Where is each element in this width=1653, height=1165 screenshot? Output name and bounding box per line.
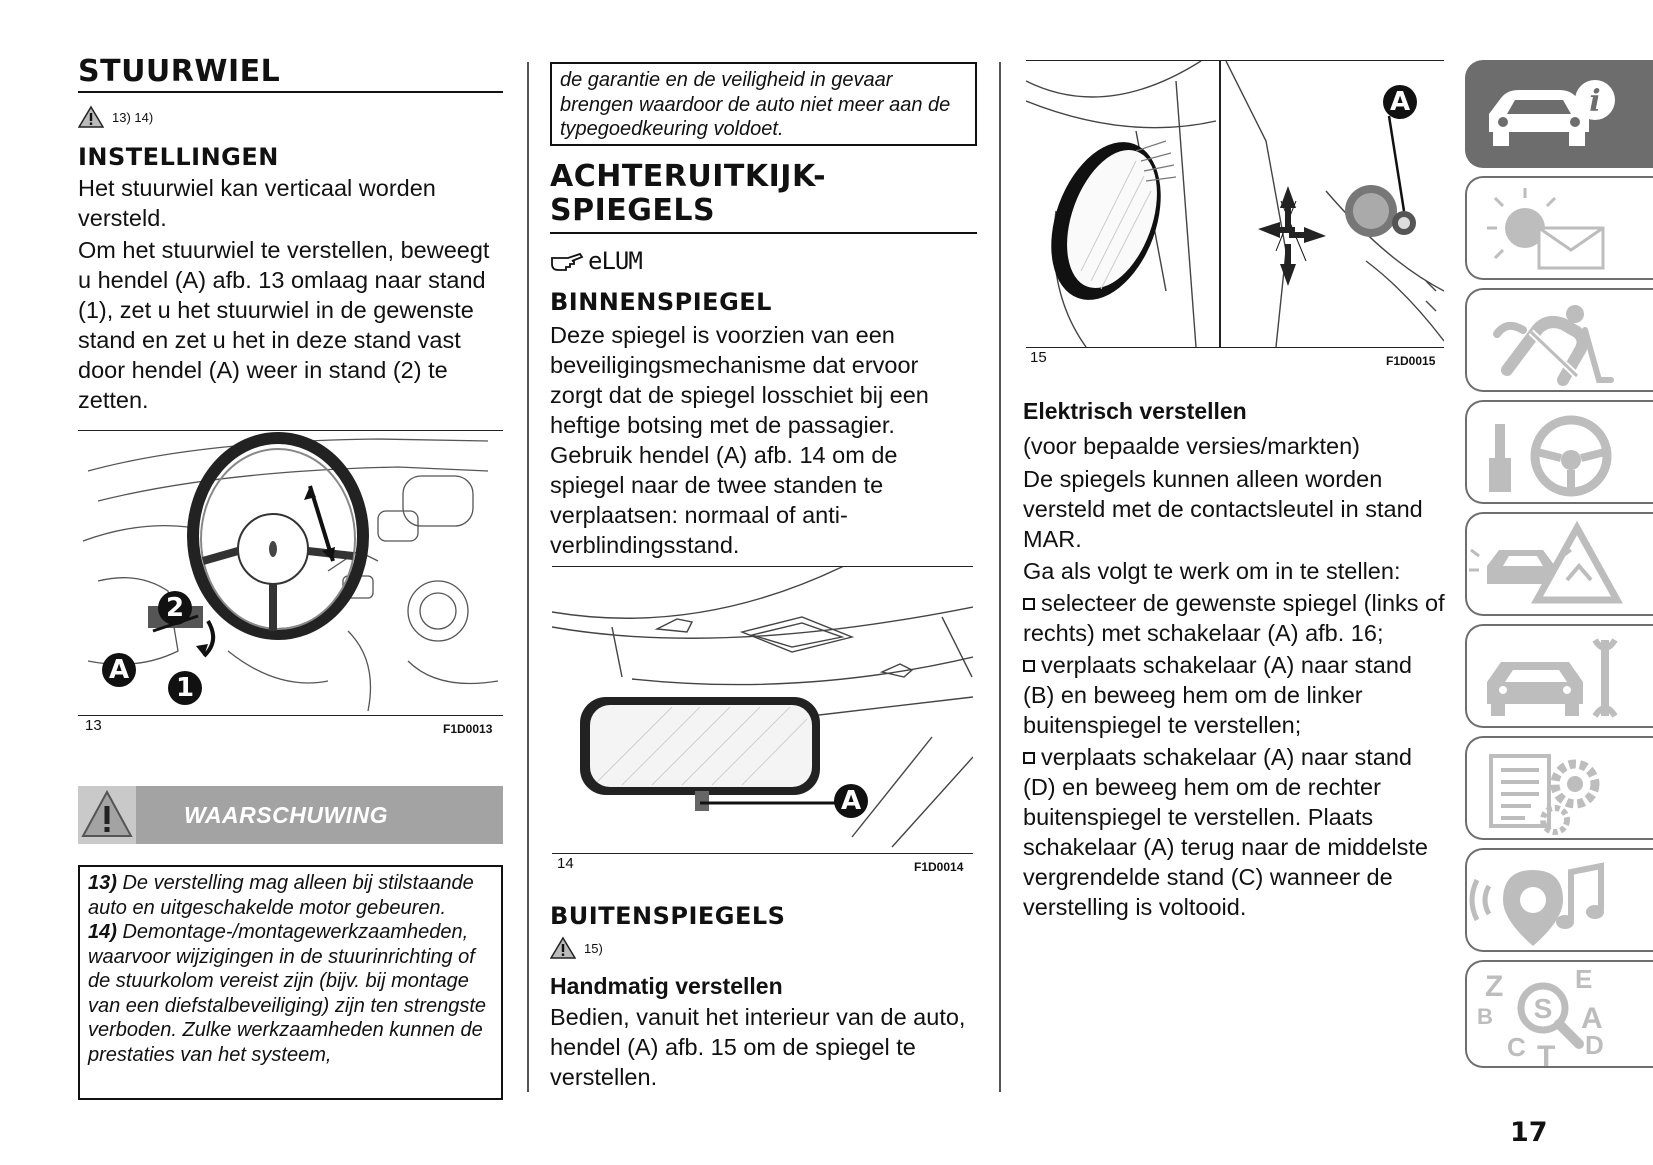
bullet-item-1 bbox=[1023, 588, 1448, 648]
callout-A-figure-15: A bbox=[1383, 85, 1417, 119]
info-letter: i bbox=[1589, 84, 1601, 119]
multimedia-music-icon bbox=[1467, 850, 1653, 954]
warranty-continuation-box: de garantie en de veiligheid in gevaar brengen waardoor de auto niet meer aan de typegoedkeuring voldoet. bbox=[550, 62, 977, 146]
warning-reference-number: 15) bbox=[584, 940, 603, 956]
warning-note-13-number: 13) bbox=[88, 872, 117, 894]
warning-banner bbox=[78, 786, 503, 844]
figure-14-code: F1D0014 bbox=[914, 860, 964, 874]
airbag-seatbelt-icon bbox=[1467, 290, 1653, 394]
callout-1: 1 bbox=[168, 671, 202, 705]
index-letter-e: E bbox=[1575, 964, 1593, 994]
heading-elektrisch-verstellen: Elektrisch verstellen bbox=[1023, 398, 1247, 424]
figure-13-code: F1D0013 bbox=[443, 722, 493, 736]
tab-warning-lights-messages[interactable] bbox=[1465, 176, 1653, 280]
bullet-item-3 bbox=[1023, 742, 1448, 922]
figure-13-number: 13 bbox=[85, 717, 102, 734]
figure-14-number: 14 bbox=[557, 855, 574, 872]
section-title-stuurwiel: STUURWIEL bbox=[78, 55, 503, 93]
warning-notes-box bbox=[78, 865, 503, 1100]
paragraph-binnenspiegel: Deze spiegel is voorzien van een beveiligingsmechanisme dat ervoor zorgt dat de spiegel losschiet bij een heftige botsing met de passagier. Gebruik hendel (A) afb. 14 om de spiegel naar de twee standen te verplaatsen: normaal of anti-verblindingsstand. bbox=[550, 322, 929, 558]
paragraph-procedure: Ga als volgt te werk om in te stellen: bbox=[1023, 558, 1401, 584]
warning-banner-icon-box bbox=[78, 786, 136, 844]
callout-2: 2 bbox=[158, 591, 192, 625]
column-2 bbox=[550, 160, 977, 560]
figure-15-number: 15 bbox=[1030, 349, 1047, 366]
door-mirror-illustration bbox=[1026, 61, 1444, 347]
section-title-line-2: SPIEGELS bbox=[550, 193, 716, 228]
bullet-item-2-text: verplaats schakelaar (A) naar stand (B) en beweeg hem om de linker buitenspiegel te verstellen; bbox=[1023, 652, 1412, 738]
warning-note-14-text: Demontage-/montagewerkzaamheden, waarvoor wijzigingen in de stuurinrichting of de stuurkolom vereist zijn (bijv. bij montage van een diefstalbeveiliging) zijn ten strengste verboden. Zulke werkzaamheden kunnen de prestaties van het systeem, bbox=[88, 921, 487, 1066]
figure-13-steering-wheel bbox=[78, 430, 503, 716]
emergency-triangle-car-icon bbox=[1467, 514, 1653, 618]
alphabetical-index-icon bbox=[1467, 962, 1653, 1070]
elum-label: eLUM bbox=[588, 247, 642, 275]
warning-triangle-icon bbox=[78, 786, 136, 844]
section-title-achteruitkijkspiegels bbox=[550, 160, 977, 234]
bullet-item-1-text: selecteer de gewenste spiegel (links of rechts) met schakelaar (A) afb. 16; bbox=[1023, 590, 1445, 646]
bullet-square-icon bbox=[1023, 660, 1035, 672]
page-number: 17 bbox=[1510, 1117, 1548, 1148]
index-letter-z: Z bbox=[1485, 970, 1504, 1003]
column-2-lower bbox=[550, 902, 977, 1092]
warning-reference-numbers: 13) 14) bbox=[112, 109, 154, 125]
column-1 bbox=[78, 55, 503, 415]
car-info-icon bbox=[1467, 62, 1653, 170]
warning-light-message-icon bbox=[1467, 178, 1653, 282]
tab-index[interactable] bbox=[1465, 960, 1653, 1068]
callout-A-figure-14: A bbox=[834, 784, 868, 818]
subsection-title-buitenspiegels: BUITENSPIEGELS bbox=[550, 902, 786, 930]
section-title-line-1: ACHTERUITKIJK- bbox=[550, 159, 827, 194]
warning-note-13-text: De verstelling mag alleen bij stilstaande auto en uitgeschakelde motor gebeuren. bbox=[88, 872, 474, 919]
index-magnifier-letter: S bbox=[1533, 993, 1553, 1024]
figure-15-door-mirror bbox=[1026, 60, 1444, 348]
warning-note-14 bbox=[88, 920, 493, 1067]
car-maintenance-wrench-icon bbox=[1467, 626, 1653, 730]
figure-15-code: F1D0015 bbox=[1386, 354, 1436, 368]
key-steering-wheel-icon bbox=[1467, 402, 1653, 506]
index-letter-d: D bbox=[1585, 1030, 1604, 1060]
subsection-title-instellingen: INSTELLINGEN bbox=[78, 143, 279, 171]
tab-safety[interactable] bbox=[1465, 288, 1653, 392]
paragraph-intro: Het stuurwiel kan verticaal worden versteld. bbox=[78, 175, 436, 231]
tab-multimedia[interactable] bbox=[1465, 848, 1653, 952]
warning-triangle-icon bbox=[78, 105, 104, 129]
figure-14-rearview-mirror bbox=[552, 566, 973, 854]
index-letter-c: C bbox=[1507, 1032, 1526, 1062]
warning-note-14-number: 14) bbox=[88, 921, 117, 943]
index-letter-b: B bbox=[1477, 1004, 1493, 1029]
warning-note-13 bbox=[88, 871, 493, 920]
paragraph-handmatig: Bedien, vanuit het interieur van de auto, hendel (A) afb. 15 om de spiegel te verstellen. bbox=[550, 1004, 966, 1090]
tab-technical-data[interactable] bbox=[1465, 736, 1653, 840]
bullet-item-2 bbox=[1023, 650, 1448, 740]
paragraph-markets: (voor bepaalde versies/markten) bbox=[1023, 433, 1360, 459]
paragraph-contact-key: De spiegels kunnen alleen worden versteld met de contactsleutel in stand MAR. bbox=[1023, 466, 1423, 552]
tab-starting-driving[interactable] bbox=[1465, 400, 1653, 504]
tab-emergency[interactable] bbox=[1465, 512, 1653, 616]
rearview-mirror-illustration bbox=[552, 567, 973, 853]
column-3 bbox=[1023, 397, 1448, 922]
column-separator-2 bbox=[999, 62, 1001, 1092]
warning-reference-15 bbox=[550, 936, 977, 960]
subsection-title-binnenspiegel: BINNENSPIEGEL bbox=[550, 288, 772, 316]
warning-banner-label: WAARSCHUWING bbox=[184, 802, 389, 828]
warning-references bbox=[78, 105, 503, 129]
index-letter-t: T bbox=[1537, 1040, 1556, 1070]
callout-A: A bbox=[102, 653, 136, 687]
specifications-gears-icon bbox=[1467, 738, 1653, 842]
tab-vehicle-info[interactable] bbox=[1465, 60, 1653, 168]
steering-wheel-illustration bbox=[78, 431, 503, 715]
index-letter-a: A bbox=[1581, 1002, 1603, 1035]
bullet-square-icon bbox=[1023, 598, 1035, 610]
bullet-item-3-text: verplaats schakelaar (A) naar stand (D) en beweeg hem om de rechter buitenspiegel te verstellen. Plaats schakelaar (A) terug naar de middelste vergrendelde stand (C) wanneer de verstelling is voltooid. bbox=[1023, 744, 1428, 920]
pointing-hand-icon bbox=[550, 250, 584, 272]
warning-triangle-icon bbox=[550, 936, 576, 960]
elum-reference bbox=[550, 244, 977, 278]
paragraph-instructions: Om het stuurwiel te verstellen, beweegt u hendel (A) afb. 13 omlaag naar stand (1), zet u het stuurwiel in de gewenste stand en zet u het in deze stand vast door hendel (A) weer in stand (2) te zetten. bbox=[78, 237, 490, 413]
heading-handmatig-verstellen: Handmatig verstellen bbox=[550, 973, 783, 999]
tab-maintenance[interactable] bbox=[1465, 624, 1653, 728]
bullet-square-icon bbox=[1023, 752, 1035, 764]
column-separator-1 bbox=[527, 62, 529, 1092]
